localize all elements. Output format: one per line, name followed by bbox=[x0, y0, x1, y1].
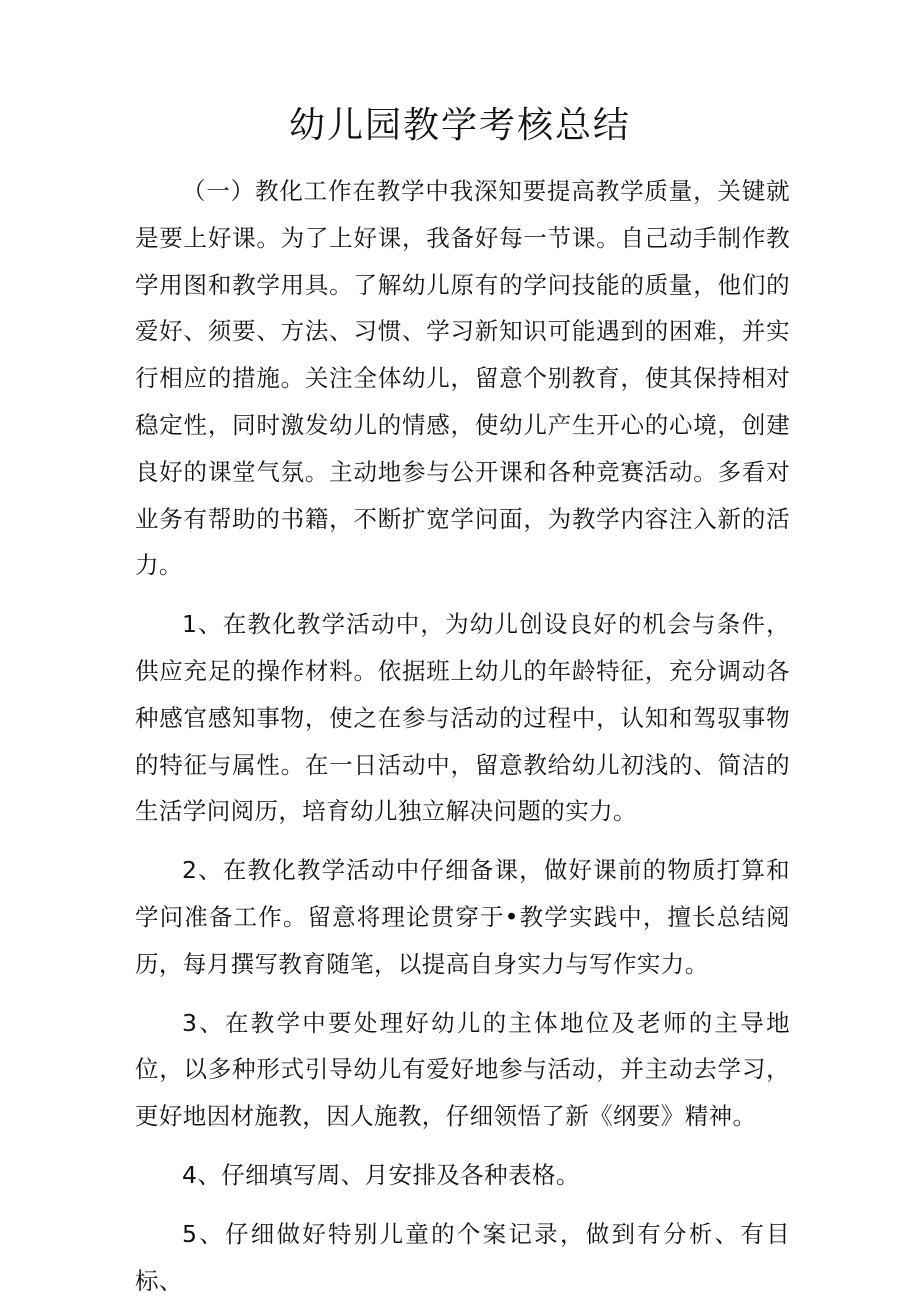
paragraph-item-2: 2、在教化教学活动中仔细备课，做好课前的物质打算和学问准备工作。留意将理论贯穿于•教学实践中，擅长总结阅历，每月撰写教育随笔，以提高自身实力与写作实力。 bbox=[135, 856, 790, 978]
paragraph-item-5: 5、仔细做好特别儿童的个案记录，做到有分析、有目标、 bbox=[135, 1219, 790, 1295]
paragraph-item-3: 3、在教学中要处理好幼儿的主体地位及老师的主导地位，以多种形式引导幼儿有爱好地参与活动，并主动去学习，更好地因材施教，因人施教，仔细领悟了新《纲要》精神。 bbox=[135, 1008, 790, 1131]
paragraph-intro: （一）教化工作在教学中我深知要提高教学质量，关键就是要上好课。为了上好课，我备好每一节课。自己动手制作教学用图和教学用具。了解幼儿原有的学问技能的质量，他们的爱好、须要、方法、习惯、学习新知识可能遇到的困难，并实行相应的措施。关注全体幼儿，留意个别教育，使其保持相对稳定性，同时激发幼儿的情感，使幼儿产生开心的心境，创建良好的课堂气氛。主动地参与公开课和各种竞赛活动。多看对业务有帮助的书籍，不断扩宽学问面，为教学内容注入新的活力。 bbox=[135, 177, 790, 580]
document-body bbox=[135, 168, 790, 1304]
paragraph-item-1: 1、在教化教学活动中，为幼儿创设良好的机会与条件，供应充足的操作材料。依据班上幼儿的年龄特征，充分调动各种感官感知事物，使之在参与活动的过程中，认知和驾驭事物的特征与属性。在一日活动中，留意教给幼儿初浅的、简洁的生活学问阅历，培育幼儿独立解决问题的实力。 bbox=[135, 610, 790, 826]
paragraph-item-4: 4、仔细填写周、月安排及各种表格。 bbox=[182, 1160, 580, 1189]
document-title: 幼儿园教学考核总结 bbox=[288, 105, 631, 146]
